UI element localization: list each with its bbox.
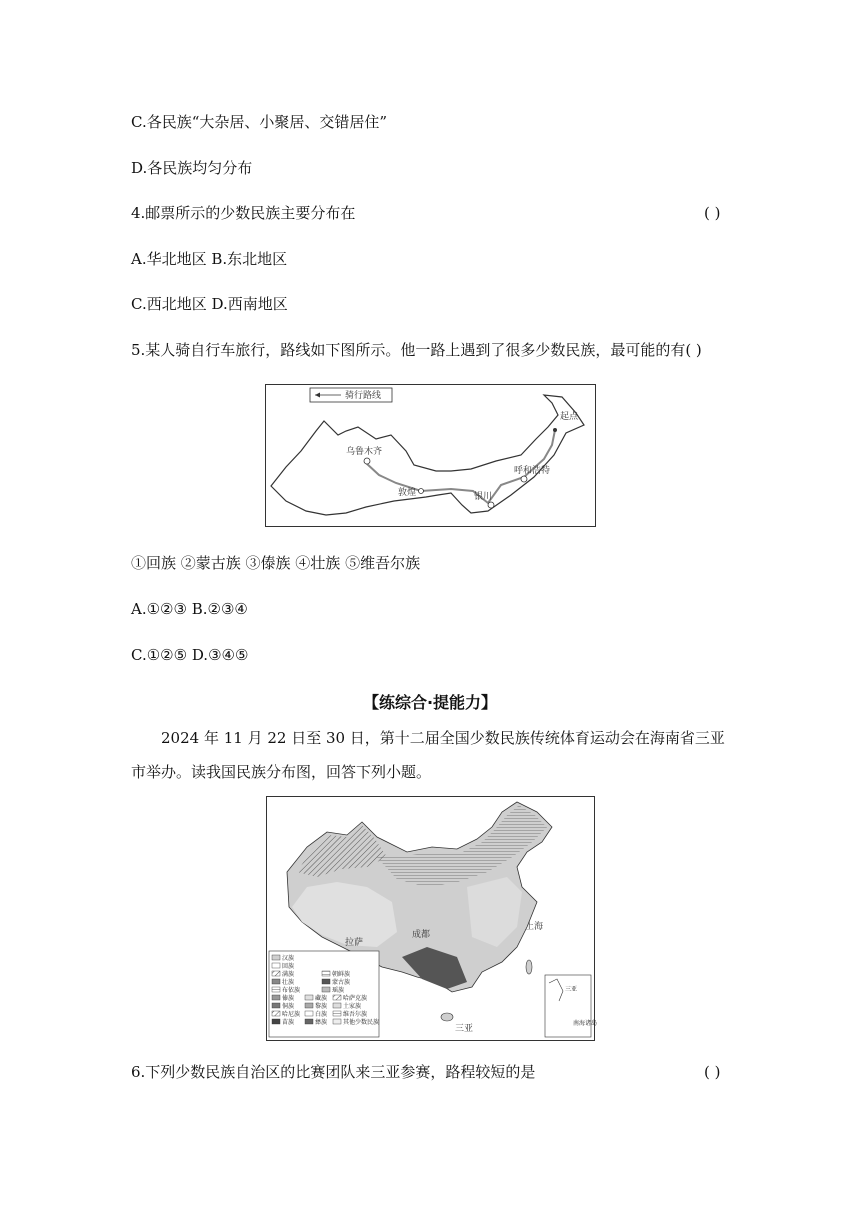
svg-text:蒙古族: 蒙古族 bbox=[332, 979, 351, 986]
label-shanghai: 上海 bbox=[525, 922, 544, 932]
city-dunhuang bbox=[398, 486, 424, 498]
ethnic-distribution-map bbox=[266, 796, 598, 1041]
label-sanya: 三亚 bbox=[455, 1024, 474, 1034]
svg-text:哈萨克族: 哈萨克族 bbox=[343, 995, 368, 1002]
q4-stem: 4.邮票所示的少数民族主要分布在 bbox=[131, 204, 356, 222]
q5-options-row1: A.①②③ B.②③④ bbox=[131, 600, 248, 618]
south-china-sea-inset bbox=[545, 975, 591, 1037]
q5-stem: 5.某人骑自行车旅行，路线如下图所示。他一路上遇到了很多少数民族，最可能的有( ) bbox=[131, 341, 702, 359]
north-region bbox=[377, 805, 547, 887]
q4-answer-bracket: ( ) bbox=[704, 204, 721, 222]
svg-text:傣族: 傣族 bbox=[282, 995, 295, 1002]
hainan-island bbox=[441, 1013, 453, 1021]
q4-options-row1: A.华北地区 B.东北地区 bbox=[131, 250, 288, 268]
inset-label-sanya: 三亚 bbox=[565, 986, 578, 993]
city-urumqi bbox=[346, 445, 382, 464]
svg-text:布依族: 布依族 bbox=[282, 987, 301, 994]
territory-outline bbox=[271, 395, 584, 515]
svg-text:汉族: 汉族 bbox=[282, 955, 295, 962]
section-heading: 【练综合·提能力】 bbox=[362, 693, 498, 712]
svg-text:哈尼族: 哈尼族 bbox=[282, 1011, 301, 1018]
city-label-hohhot: 呼和浩特 bbox=[514, 466, 551, 476]
svg-text:藏族: 藏族 bbox=[315, 995, 328, 1002]
svg-text:维吾尔族: 维吾尔族 bbox=[343, 1011, 368, 1018]
svg-text:朝鲜族: 朝鲜族 bbox=[332, 971, 351, 978]
cycling-route-map bbox=[265, 384, 596, 527]
svg-text:其他少数民族: 其他少数民族 bbox=[343, 1019, 380, 1026]
svg-text:侗族: 侗族 bbox=[282, 1003, 295, 1010]
svg-text:瑶族: 瑶族 bbox=[332, 987, 345, 994]
city-yinchuan bbox=[474, 490, 494, 508]
city-label-urumqi: 乌鲁木齐 bbox=[346, 447, 383, 457]
svg-text:黎族: 黎族 bbox=[315, 1003, 328, 1010]
svg-text:土家族: 土家族 bbox=[343, 1003, 362, 1010]
city-label-dunhuang: 敦煌 bbox=[398, 488, 417, 498]
taiwan-island bbox=[526, 960, 532, 974]
q4-options-row2: C.西北地区 D.西南地区 bbox=[131, 295, 288, 313]
q5-options-row2: C.①②⑤ D.③④⑤ bbox=[131, 646, 249, 664]
q3-option-c: C.各民族“大杂居、小聚居、交错居住” bbox=[131, 113, 388, 131]
q3-option-d: D.各民族均匀分布 bbox=[131, 159, 253, 177]
svg-text:彝族: 彝族 bbox=[315, 1019, 328, 1026]
section-intro: 2024 年 11 月 22 日至 30 日，第十二届全国少数民族传统体育运动会在海南省三亚市举办。读我国民族分布图，回答下列小题。 bbox=[131, 729, 725, 781]
svg-text:满族: 满族 bbox=[282, 971, 295, 978]
label-lhasa: 拉萨 bbox=[345, 938, 364, 948]
q6-stem: 6.下列少数民族自治区的比赛团队来三亚参赛，路程较短的是 bbox=[131, 1063, 536, 1081]
q6-answer-bracket: ( ) bbox=[704, 1063, 721, 1081]
start-point-label: 起点 bbox=[560, 412, 579, 422]
city-label-yinchuan: 银川 bbox=[474, 492, 493, 502]
svg-text:回族: 回族 bbox=[282, 963, 295, 970]
svg-text:苗族: 苗族 bbox=[282, 1019, 295, 1026]
legend-label: 骑行路线 bbox=[345, 391, 382, 401]
svg-text:壮族: 壮族 bbox=[282, 979, 295, 986]
q5-choices: ①回族 ②蒙古族 ③傣族 ④壮族 ⑤维吾尔族 bbox=[131, 554, 421, 572]
svg-text:白族: 白族 bbox=[315, 1011, 328, 1018]
label-chengdu: 成都 bbox=[412, 930, 431, 940]
inset-label-south-sea: 南海诸岛 bbox=[573, 1020, 598, 1027]
